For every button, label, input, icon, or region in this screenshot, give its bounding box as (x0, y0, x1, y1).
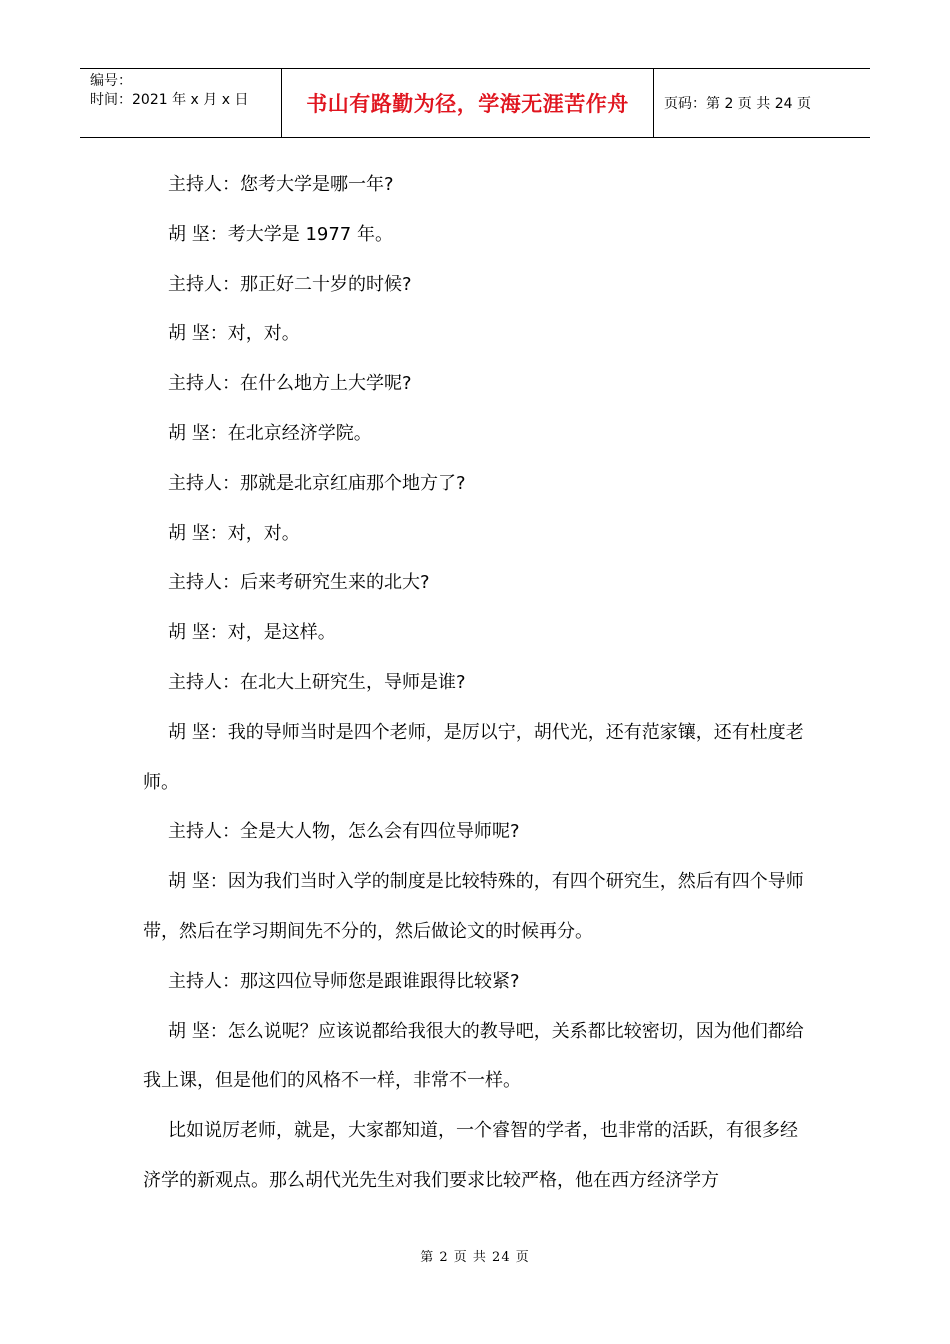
paragraph: 胡 坚：怎么说呢？应该说都给我很大的教导吧，关系都比较密切，因为他们都给我上课，但是他们的风格不一样，非常不一样。 (143, 1020, 804, 1092)
footer-page-number: 第 2 页 共 24 页 (420, 1250, 530, 1265)
paragraph: 胡 坚：考大学是 1977 年。 (168, 223, 393, 245)
paragraph: 主持人：在什么地方上大学呢? (168, 373, 412, 395)
paragraph: 胡 坚：对，对。 (168, 323, 300, 345)
paragraph: 胡 坚：我的导师当时是四个老师，是厉以宁，胡代光，还有范家镶，还有杜度老师。 (143, 721, 804, 793)
paragraph: 主持人：那这四位导师您是跟谁跟得比较紧? (168, 970, 520, 992)
paragraph: 胡 坚：在北京经济学院。 (168, 422, 372, 444)
interview-transcript (143, 160, 808, 1206)
header-motto: 书山有路勤为径，学海无涯苦作舟 (306, 91, 629, 116)
paragraph: 主持人：您考大学是哪一年? (168, 174, 394, 195)
page-footer (0, 1246, 950, 1265)
paragraph: 主持人：全是大人物，怎么会有四位导师呢? (168, 821, 520, 843)
paragraph: 比如说厉老师，就是，大家都知道，一个睿智的学者，也非常的活跃，有很多经济学的新观点。那么胡代光先生对我们要求比较严格，他在西方经济学方 (143, 1120, 798, 1191)
header-motto-cell (282, 69, 654, 137)
paragraph: 胡 坚：对，是这样。 (168, 622, 336, 644)
header-page-cell (654, 69, 870, 137)
paragraph: 主持人：那就是北京红庙那个地方了? (168, 472, 466, 494)
paragraph: 胡 坚：因为我们当时入学的制度是比较特殊的，有四个研究生，然后有四个导师带，然后在学习期间先不分的，然后做论文的时候再分。 (143, 871, 804, 942)
paragraph: 主持人：那正好二十岁的时候? (168, 273, 412, 295)
header-meta-cell (80, 69, 282, 137)
document-date-label: 时间：2021 年 x 月 x 日 (90, 92, 249, 108)
header-page-info: 页码：第 2 页 共 24 页 (664, 96, 811, 112)
paragraph: 胡 坚：对，对。 (168, 522, 300, 544)
document-number-label: 编号： (90, 73, 132, 89)
paragraph: 主持人：后来考研究生来的北大? (168, 572, 430, 594)
paragraph: 主持人：在北大上研究生，导师是谁? (168, 671, 466, 693)
document-header (80, 68, 870, 138)
